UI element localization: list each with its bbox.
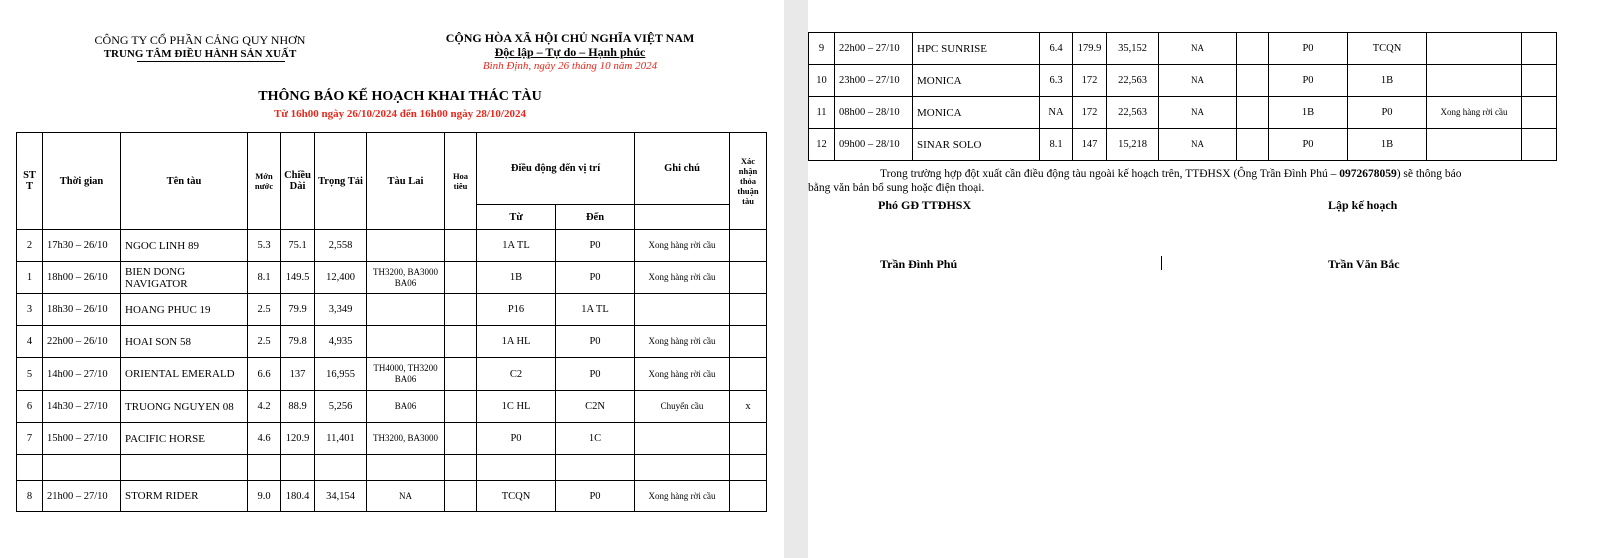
table-row — [809, 33, 1557, 65]
cell-to: TCQN — [1348, 33, 1427, 65]
cell-confirm: x — [730, 391, 767, 423]
cell-time: 18h30 – 26/10 — [43, 294, 121, 326]
cell-tug: TH3200, BA3000 — [367, 423, 445, 455]
signer-left-title: Phó GĐ TTĐHSX — [878, 198, 972, 212]
cell-draft: 5.3 — [248, 230, 281, 262]
cell-length: 180.4 — [281, 481, 315, 512]
cell-stt: 3 — [17, 294, 43, 326]
cell-length — [281, 455, 315, 481]
cell-ship: MONICA — [913, 97, 1040, 129]
cell-length: 147 — [1073, 129, 1107, 161]
ship-plan-table-continued — [808, 32, 1557, 161]
col-length: Chiều Dài — [281, 133, 315, 230]
cell-length: 88.9 — [281, 391, 315, 423]
cell-draft: 9.0 — [248, 481, 281, 512]
cell-pilot — [1237, 33, 1269, 65]
cell-pilot — [445, 423, 477, 455]
col-ship: Tên tàu — [121, 133, 248, 230]
cell-to: 1B — [1348, 65, 1427, 97]
table-row — [809, 97, 1557, 129]
cell-stt: 6 — [17, 391, 43, 423]
cell-note: Xong hàng rời cầu — [1427, 97, 1522, 129]
col-from: Từ — [477, 205, 556, 230]
cell-dwt: 12,400 — [315, 262, 367, 294]
cell-note: Xong hàng rời cầu — [635, 262, 730, 294]
cell-length: 120.9 — [281, 423, 315, 455]
table-row — [17, 230, 767, 262]
cell-tug: NA — [1159, 97, 1237, 129]
footer-note-c: bằng văn bản bổ sung hoặc điện thoại. — [808, 182, 985, 194]
cell-ship: HOANG PHUC 19 — [121, 294, 248, 326]
cell-draft: 4.2 — [248, 391, 281, 423]
center-underline — [137, 61, 285, 62]
cell-length: 149.5 — [281, 262, 315, 294]
doc-subtitle: Từ 16h00 ngày 26/10/2024 đến 16h00 ngày 28/10/2024 — [273, 108, 526, 120]
cell-confirm — [730, 423, 767, 455]
cell-confirm — [730, 358, 767, 391]
cell-dwt: 16,955 — [315, 358, 367, 391]
center-name: TRUNG TÂM ĐIỀU HÀNH SẢN XUẤT — [103, 48, 297, 60]
col-to: Đến — [556, 205, 635, 230]
cell-ship: PACIFIC HORSE — [121, 423, 248, 455]
cell-from: P0 — [477, 423, 556, 455]
cell-dwt: 4,935 — [315, 326, 367, 358]
cell-ship: MONICA — [913, 65, 1040, 97]
cell-ship: BIEN DONG NAVIGATOR — [121, 262, 248, 294]
cell-from: 1A HL — [477, 326, 556, 358]
cell-to: 1B — [1348, 129, 1427, 161]
col-tug: Tàu Lai — [367, 133, 445, 230]
cell-stt: 8 — [17, 481, 43, 512]
cell-ship: SINAR SOLO — [913, 129, 1040, 161]
cell-to: P0 — [556, 481, 635, 512]
cell-dwt: 22,563 — [1107, 97, 1159, 129]
footer-note — [808, 167, 1556, 195]
cell-time — [43, 455, 121, 481]
signer-left-name: Trần Đình Phú — [880, 257, 958, 271]
cell-from: 1B — [477, 262, 556, 294]
cell-stt: 12 — [809, 129, 835, 161]
cell-to: 1A TL — [556, 294, 635, 326]
table-row — [17, 455, 767, 481]
cell-time: 09h00 – 28/10 — [835, 129, 913, 161]
document-page-1 — [0, 0, 784, 558]
cell-stt: 1 — [17, 262, 43, 294]
cell-pilot — [445, 391, 477, 423]
table-row — [809, 65, 1557, 97]
cell-tug: NA — [1159, 33, 1237, 65]
cell-dwt: 3,349 — [315, 294, 367, 326]
cell-to: 1C — [556, 423, 635, 455]
ship-plan-table — [16, 132, 767, 512]
table-row — [17, 262, 767, 294]
col-confirm: Xác nhận thỏa thuận tàu — [730, 133, 767, 230]
table-row — [17, 358, 767, 391]
cell-to — [556, 455, 635, 481]
cell-from: P0 — [1269, 129, 1348, 161]
cell-time: 21h00 – 27/10 — [43, 481, 121, 512]
cell-note — [1427, 33, 1522, 65]
cell-length: 75.1 — [281, 230, 315, 262]
footer-phone: 0972678059 — [1339, 168, 1397, 180]
col-stt: ST T — [17, 133, 43, 230]
cell-tug: NA — [1159, 129, 1237, 161]
cell-confirm — [730, 481, 767, 512]
cell-dwt — [315, 455, 367, 481]
col-note-sub — [635, 205, 730, 230]
cell-note — [1427, 129, 1522, 161]
cell-to: P0 — [1348, 97, 1427, 129]
signer-right-title: Lập kế hoạch — [1328, 198, 1398, 212]
cell-to: P0 — [556, 230, 635, 262]
cell-length: 79.9 — [281, 294, 315, 326]
cell-tug: TH4000, TH3200 BA06 — [367, 358, 445, 391]
cell-length: 137 — [281, 358, 315, 391]
cell-draft: NA — [1040, 97, 1073, 129]
cell-pilot — [445, 326, 477, 358]
footer-note-a: Trong trường hợp đột xuất cần điều động tàu ngoài kế hoạch trên, TTĐHSX (Ông Trần Đình Phú – — [880, 168, 1340, 180]
cell-ship: HOAI SON 58 — [121, 326, 248, 358]
republic-title: CỘNG HÒA XÃ HỘI CHỦ NGHĨA VIỆT NAM — [445, 31, 695, 45]
cell-time: 23h00 – 27/10 — [835, 65, 913, 97]
cell-dwt: 2,558 — [315, 230, 367, 262]
cell-tug — [367, 455, 445, 481]
cell-pilot — [445, 358, 477, 391]
cell-to: C2N — [556, 391, 635, 423]
cell-pilot — [1237, 65, 1269, 97]
cell-confirm — [1522, 129, 1557, 161]
col-dwt: Trọng Tải — [315, 133, 367, 230]
signature-divider — [1161, 256, 1162, 270]
cell-dwt: 22,563 — [1107, 65, 1159, 97]
cell-pilot — [445, 455, 477, 481]
col-note: Ghi chú — [635, 133, 730, 205]
cell-stt: 7 — [17, 423, 43, 455]
cell-ship: STORM RIDER — [121, 481, 248, 512]
cell-from: TCQN — [477, 481, 556, 512]
cell-from: C2 — [477, 358, 556, 391]
cell-confirm — [730, 455, 767, 481]
cell-note — [635, 294, 730, 326]
cell-tug: NA — [1159, 65, 1237, 97]
motto: Độc lập – Tự do – Hạnh phúc — [494, 45, 646, 59]
cell-ship — [121, 455, 248, 481]
table-row — [17, 326, 767, 358]
cell-note — [635, 423, 730, 455]
cell-confirm — [1522, 65, 1557, 97]
cell-note: Xong hàng rời cầu — [635, 481, 730, 512]
cell-time: 18h00 – 26/10 — [43, 262, 121, 294]
cell-confirm — [1522, 97, 1557, 129]
table-row — [17, 423, 767, 455]
cell-stt: 10 — [809, 65, 835, 97]
cell-confirm — [730, 294, 767, 326]
cell-tug — [367, 230, 445, 262]
col-move: Điều động đến vị trí — [477, 133, 635, 205]
cell-from: 1A TL — [477, 230, 556, 262]
cell-dwt: 15,218 — [1107, 129, 1159, 161]
table-row — [17, 481, 767, 512]
cell-to: P0 — [556, 326, 635, 358]
cell-pilot — [445, 294, 477, 326]
cell-confirm — [730, 326, 767, 358]
place-date: Bình Định, ngày 26 tháng 10 năm 2024 — [482, 60, 658, 72]
cell-note: Xong hàng rời cầu — [635, 326, 730, 358]
cell-tug — [367, 294, 445, 326]
col-time: Thời gian — [43, 133, 121, 230]
cell-draft: 8.1 — [1040, 129, 1073, 161]
cell-draft: 6.4 — [1040, 33, 1073, 65]
cell-note: Xong hàng rời cầu — [635, 230, 730, 262]
cell-pilot — [445, 481, 477, 512]
signer-right-name: Trần Văn Bắc — [1328, 257, 1400, 271]
cell-time: 17h30 – 26/10 — [43, 230, 121, 262]
cell-note: Chuyển cầu — [635, 391, 730, 423]
footer-note-b: ) sẽ thông báo — [1396, 168, 1462, 180]
cell-from: P0 — [1269, 65, 1348, 97]
cell-dwt: 5,256 — [315, 391, 367, 423]
cell-pilot — [445, 230, 477, 262]
cell-stt: 2 — [17, 230, 43, 262]
cell-length: 79.8 — [281, 326, 315, 358]
cell-pilot — [1237, 129, 1269, 161]
cell-stt: 5 — [17, 358, 43, 391]
col-pilot: Hoa tiêu — [445, 133, 477, 230]
cell-time: 22h00 – 27/10 — [835, 33, 913, 65]
cell-dwt: 35,152 — [1107, 33, 1159, 65]
cell-time: 14h00 – 27/10 — [43, 358, 121, 391]
doc-title: THÔNG BÁO KẾ HOẠCH KHAI THÁC TÀU — [258, 89, 542, 104]
cell-note — [1427, 65, 1522, 97]
cell-draft: 6.6 — [248, 358, 281, 391]
cell-confirm — [1522, 33, 1557, 65]
cell-time: 15h00 – 27/10 — [43, 423, 121, 455]
cell-ship: NGOC LINH 89 — [121, 230, 248, 262]
cell-draft: 2.5 — [248, 326, 281, 358]
cell-to: P0 — [556, 262, 635, 294]
cell-draft — [248, 455, 281, 481]
cell-note: Xong hàng rời cầu — [635, 358, 730, 391]
cell-pilot — [1237, 97, 1269, 129]
cell-draft: 6.3 — [1040, 65, 1073, 97]
cell-draft: 4.6 — [248, 423, 281, 455]
cell-stt: 9 — [809, 33, 835, 65]
col-draft: Mớn nước — [248, 133, 281, 230]
cell-confirm — [730, 262, 767, 294]
cell-tug: TH3200, BA3000 BA06 — [367, 262, 445, 294]
company-name: CÔNG TY CỔ PHẦN CẢNG QUY NHƠN — [94, 33, 306, 47]
document-page-2 — [808, 0, 1600, 558]
cell-to: P0 — [556, 358, 635, 391]
cell-from — [477, 455, 556, 481]
cell-tug: NA — [367, 481, 445, 512]
cell-stt — [17, 455, 43, 481]
cell-draft: 8.1 — [248, 262, 281, 294]
cell-dwt: 11,401 — [315, 423, 367, 455]
cell-stt: 11 — [809, 97, 835, 129]
cell-ship: TRUONG NGUYEN 08 — [121, 391, 248, 423]
cell-from: P16 — [477, 294, 556, 326]
cell-from: 1C HL — [477, 391, 556, 423]
cell-from: P0 — [1269, 33, 1348, 65]
cell-draft: 2.5 — [248, 294, 281, 326]
table-row — [17, 294, 767, 326]
cell-from: 1B — [1269, 97, 1348, 129]
cell-pilot — [445, 262, 477, 294]
cell-confirm — [730, 230, 767, 262]
cell-ship: ORIENTAL EMERALD — [121, 358, 248, 391]
cell-time: 08h00 – 28/10 — [835, 97, 913, 129]
cell-length: 172 — [1073, 65, 1107, 97]
cell-note — [635, 455, 730, 481]
table-row — [809, 129, 1557, 161]
cell-stt: 4 — [17, 326, 43, 358]
cell-length: 179.9 — [1073, 33, 1107, 65]
cell-ship: HPC SUNRISE — [913, 33, 1040, 65]
cell-tug: BA06 — [367, 391, 445, 423]
cell-length: 172 — [1073, 97, 1107, 129]
table-row — [17, 391, 767, 423]
cell-time: 22h00 – 26/10 — [43, 326, 121, 358]
cell-tug — [367, 326, 445, 358]
cell-dwt: 34,154 — [315, 481, 367, 512]
cell-time: 14h30 – 27/10 — [43, 391, 121, 423]
